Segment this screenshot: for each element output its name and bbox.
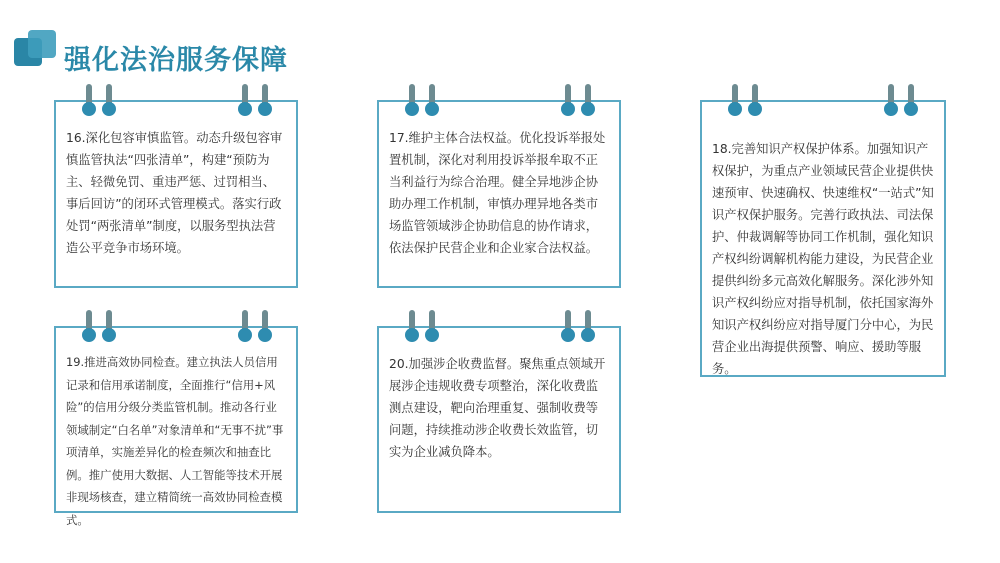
card-20 (377, 326, 621, 513)
card-text: 16.深化包容审慎监管。动态升级包容审慎监管执法“四张清单”，构建“预防为主、轻微免罚、重违严惩、过罚相当、事后回访”的闭环式管理模式。落实行政处罚“两张清单”制度，以服务型执法营造公平竞争市场环境。 (66, 131, 283, 255)
binder-ring-icon (732, 84, 738, 112)
binder-ring-icon (262, 84, 268, 112)
binder-ring-icon (106, 84, 112, 112)
binder-ring-icon (262, 310, 268, 338)
binder-ring-icon (585, 310, 591, 338)
binder-ring-icon (409, 310, 415, 338)
binder-ring-icon (585, 84, 591, 112)
card-16 (54, 100, 298, 288)
binder-ring-icon (752, 84, 758, 112)
binder-ring-icon (242, 84, 248, 112)
card-text: 19.推进高效协同检查。建立执法人员信用记录和信用承诺制度，全面推行“信用+风险”的信用分级分类监管机制。推动各行业领域制定“白名单”对象清单和“无事不扰”事项清单，实施差异化的检查频次和抽查比例。推广使用大数据、人工智能等技术开展非现场核查，建立精简统一高效协同检查模式。 (66, 355, 284, 527)
card-text: 18.完善知识产权保护体系。加强知识产权保护，为重点产业领域民营企业提供快速预审、快速确权、快速维权“一站式”知识产权保护服务。完善行政执法、司法保护、仲裁调解等协同工作机制，强化知识产权纠纷调解机构能力建设，为民营企业提供纠纷多元高效化解服务。深化涉外知识产权纠纷应对指导机制，依托国家海外知识产权纠纷应对指导厦门分中心，为民营企业出海提供预警、响应、援助等服务。 (712, 142, 934, 376)
binder-ring-icon (242, 310, 248, 338)
page-title: 强化法治服务保障 (64, 45, 288, 76)
logo-icon (14, 30, 56, 72)
binder-ring-icon (429, 84, 435, 112)
card-text: 17.维护主体合法权益。优化投诉举报处置机制，深化对利用投诉举报牟取不正当利益行为综合治理。健全异地涉企协助办理工作机制，审慎办理异地各类市场监管领域涉企协助信息的协作请求，依法保护民营企业和企业家合法权益。 (389, 131, 606, 255)
binder-ring-icon (409, 84, 415, 112)
card-19 (54, 326, 298, 527)
binder-ring-icon (908, 84, 914, 112)
card-18 (700, 100, 946, 377)
binder-ring-icon (565, 310, 571, 338)
binder-ring-icon (888, 84, 894, 112)
binder-ring-icon (86, 310, 92, 338)
binder-ring-icon (106, 310, 112, 338)
binder-ring-icon (86, 84, 92, 112)
binder-ring-icon (565, 84, 571, 112)
binder-ring-icon (429, 310, 435, 338)
card-17 (377, 100, 621, 288)
card-text: 20.加强涉企收费监督。聚焦重点领域开展涉企违规收费专项整治，深化收费监测点建设，靶向治理重复、强制收费等问题，持续推动涉企收费长效监管，切实为企业减负降本。 (389, 357, 606, 459)
